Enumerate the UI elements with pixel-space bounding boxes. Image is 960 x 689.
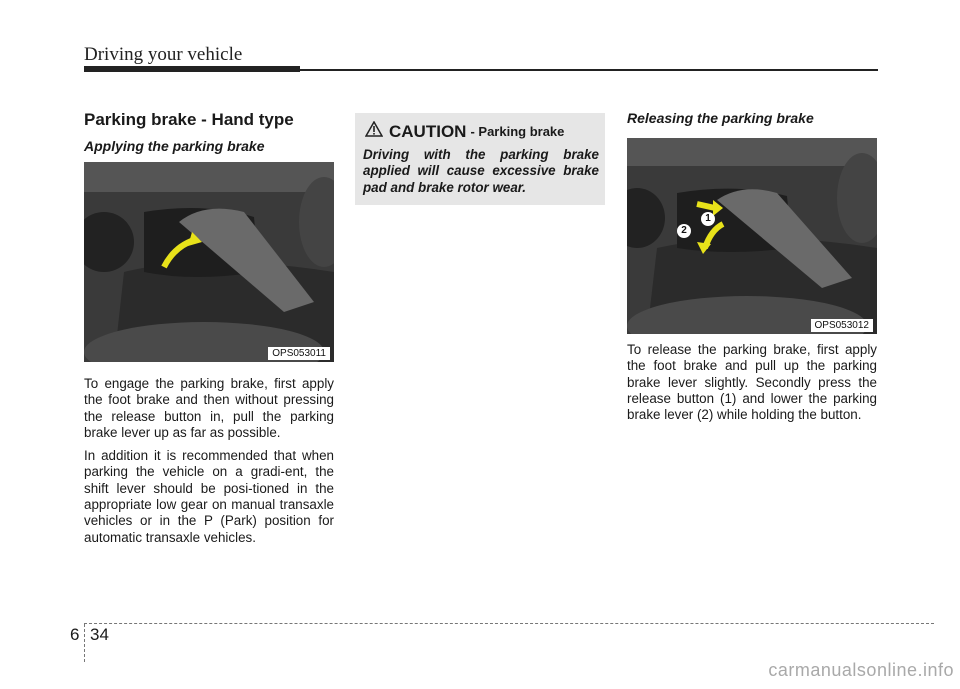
releasing-photo: [627, 138, 877, 334]
releasing-paragraph: To release the parking brake, first apply the foot brake and pull up the parking brake lever slightly. Secondly press the release button (1) and lower the parking brake lever (2) while holding the button.: [627, 342, 877, 423]
caution-label: CAUTION: [389, 121, 467, 141]
applying-paragraph-2: In addition it is recommended that when parking the vehicle on a gradi-ent, the shift lever should be posi-tioned in the appropriate low gear on manual transaxle vehicles or in the P (Park) position for automatic transaxle vehicles.: [84, 448, 334, 545]
chapter-title: Driving your vehicle: [84, 44, 243, 65]
header-rule-thin: [300, 69, 878, 71]
warning-triangle-icon: [365, 121, 383, 142]
right-column: [627, 110, 877, 430]
footer-divider: [84, 624, 85, 662]
footer-rule: [84, 623, 934, 624]
caution-subject: - Parking brake: [470, 124, 565, 139]
marker-1: 1: [701, 212, 715, 226]
header-rule-thick: [84, 66, 300, 72]
watermark: carmanualsonline.info: [768, 660, 954, 680]
page-number: 34: [90, 625, 109, 644]
section-heading: Parking brake - Hand type: [84, 110, 294, 129]
applying-subheading: Applying the parking brake: [84, 138, 265, 154]
caution-box: [355, 113, 605, 205]
left-column: [84, 110, 334, 553]
applying-photo: [84, 162, 334, 362]
applying-paragraph-1: To engage the parking brake, first apply the foot brake and then without pressing the release button in, pull the parking brake lever up as far as possible.: [84, 376, 334, 440]
caution-text: Driving with the parking brake applied will cause excessive brake pad and brake rotor wear.: [363, 147, 599, 195]
releasing-subheading: Releasing the parking brake: [627, 110, 814, 126]
applying-photo-caption: OPS053011: [268, 347, 330, 360]
chapter-number: 6: [70, 625, 80, 644]
marker-2: 2: [677, 224, 691, 238]
releasing-photo-caption: OPS053012: [811, 319, 874, 332]
